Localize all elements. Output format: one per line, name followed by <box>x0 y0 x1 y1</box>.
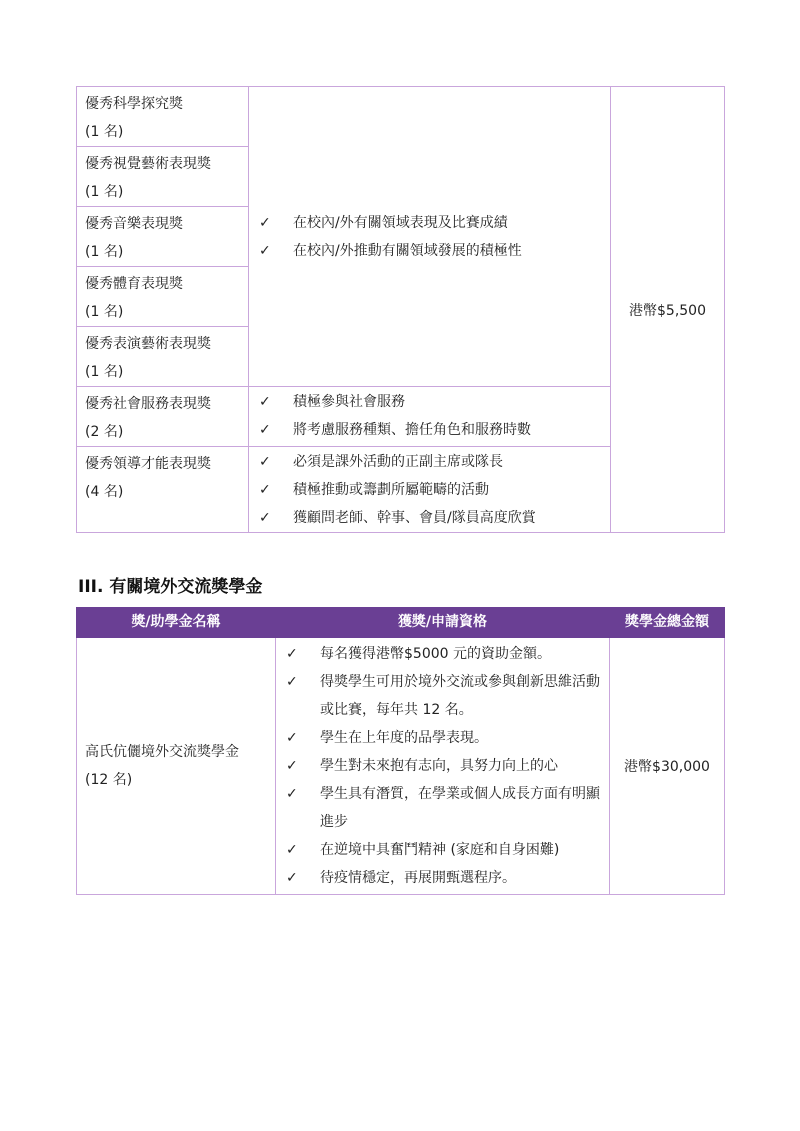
criteria-cell-leadership <box>249 447 611 533</box>
award-name: 高氏伉儷境外交流獎學金 <box>85 744 239 760</box>
criteria-item: ✓ 學生對未來抱有志向，具努力向上的心 <box>284 752 603 780</box>
check-icon: ✓ <box>259 422 271 438</box>
award-quota: (1 名) <box>85 124 124 140</box>
award-cell <box>77 327 249 387</box>
criteria-item: ✓ 獲顧問老師、幹事、會員/隊員高度欣賞 <box>257 504 604 532</box>
award-cell <box>77 147 249 207</box>
award-quota: (1 名) <box>85 244 124 260</box>
awards-table <box>76 86 725 533</box>
check-icon: ✓ <box>286 758 298 774</box>
award-quota: (1 名) <box>85 304 124 320</box>
header-amount: 獎學金總金額 <box>610 608 725 638</box>
check-icon: ✓ <box>259 242 271 259</box>
award-cell <box>77 267 249 327</box>
header-criteria: 獲獎/申請資格 <box>276 608 610 638</box>
criteria-item: ✓ 學生在上年度的品學表現。 <box>284 724 603 752</box>
exchange-scholarship-table <box>76 607 725 895</box>
criteria-item: ✓ 學生具有潛質，在學業或個人成長方面有明顯進步 <box>284 780 603 836</box>
criteria-item: ✓ 積極參與社會服務 <box>257 388 604 416</box>
check-icon: ✓ <box>259 394 271 410</box>
check-icon: ✓ <box>259 482 271 498</box>
check-icon: ✓ <box>286 870 298 886</box>
criteria-cell-general <box>249 87 611 387</box>
award-quota: (1 名) <box>85 184 124 200</box>
award-cell <box>77 207 249 267</box>
criteria-item: ✓ 在校內/外推動有關領域發展的積極性 <box>257 237 604 265</box>
check-icon: ✓ <box>259 214 271 231</box>
amount-cell: 港幣$30,000 <box>610 638 725 895</box>
award-name: 優秀視覺藝術表現獎 <box>85 156 211 172</box>
criteria-item: ✓ 積極推動或籌劃所屬範疇的活動 <box>257 476 604 504</box>
check-icon: ✓ <box>286 730 298 746</box>
award-quota: (4 名) <box>85 484 124 500</box>
criteria-item: ✓ 得獎學生可用於境外交流或參與創新思維活動或比賽，每年共 12 名。 <box>284 668 603 724</box>
criteria-cell <box>276 638 610 895</box>
award-cell <box>77 387 249 447</box>
award-cell <box>77 87 249 147</box>
check-icon: ✓ <box>286 646 298 662</box>
section-heading: III. 有關境外交流獎學金 <box>78 577 263 597</box>
award-name: 優秀科學探究獎 <box>85 96 183 112</box>
header-award-name: 獎/助學金名稱 <box>77 608 276 638</box>
check-icon: ✓ <box>259 454 271 470</box>
criteria-item: ✓ 必須是課外活動的正副主席或隊長 <box>257 448 604 476</box>
criteria-item: ✓ 待疫情穩定，再展開甄選程序。 <box>284 864 603 892</box>
award-name: 優秀音樂表現獎 <box>85 216 183 232</box>
criteria-item: ✓ 在逆境中具奮鬥精神 (家庭和自身困難) <box>284 836 603 864</box>
check-icon: ✓ <box>286 786 298 802</box>
criteria-item: ✓ 在校內/外有關領域表現及比賽成績 <box>257 209 604 237</box>
award-quota: (1 名) <box>85 364 124 380</box>
award-name: 優秀體育表現獎 <box>85 276 183 292</box>
award-quota: (12 名) <box>85 772 133 788</box>
amount-cell: 港幣$5,500 <box>611 87 725 533</box>
check-icon: ✓ <box>259 510 271 526</box>
award-name: 優秀社會服務表現獎 <box>85 396 211 412</box>
award-cell <box>77 638 276 895</box>
award-quota: (2 名) <box>85 424 124 440</box>
criteria-item: ✓ 每名獲得港幣$5000 元的資助金額。 <box>284 640 603 668</box>
criteria-item: ✓ 將考慮服務種類、擔任角色和服務時數 <box>257 416 604 444</box>
award-name: 優秀領導才能表現獎 <box>85 456 211 472</box>
check-icon: ✓ <box>286 674 298 690</box>
criteria-cell-service <box>249 387 611 447</box>
award-cell <box>77 447 249 533</box>
award-name: 優秀表演藝術表現獎 <box>85 336 211 352</box>
check-icon: ✓ <box>286 842 298 858</box>
